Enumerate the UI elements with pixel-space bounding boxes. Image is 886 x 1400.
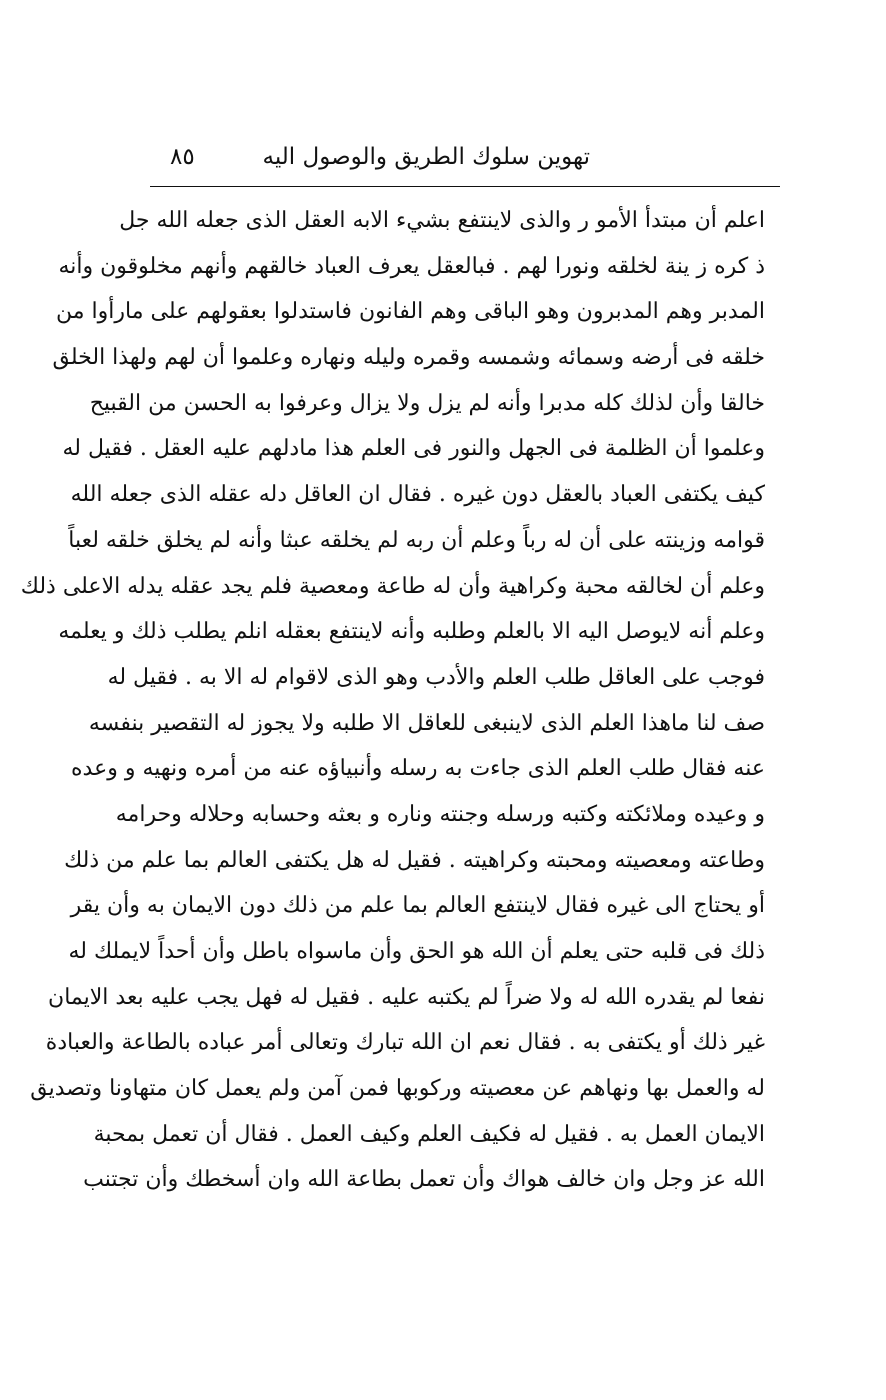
- text-line: له والعمل بها ونهاهم عن معصيته وركوبها فمن آمن ولم يعمل كان متهاونا وتصديق: [30, 1076, 765, 1102]
- text-line: المدبر وهم المدبرون وهو الباقى وهم الفانون فاستدلوا بعقولهم على مارأوا من: [56, 299, 765, 325]
- text-line: عنه فقال طلب العلم الذى جاءت به رسله وأنبياؤه عنه من أمره ونهيه و وعده: [71, 756, 765, 782]
- text-line: قوامه وزينته على أن له رباً وعلم أن ربه لم يخلقه عبثا وأنه لم يخلق خلقه لعباً: [68, 527, 765, 553]
- text-line: وعلم أنه لايوصل اليه الا بالعلم وطلبه وأنه لاينتفع بعقله انلم يطلب ذلك و يعلمه: [58, 619, 765, 645]
- header-rule: [150, 186, 780, 187]
- text-line: ذ كره ز ينة لخلقه ونورا لهم . فبالعقل يعرف العباد خالقهم وأنهم مخلوقون وأنه: [58, 253, 765, 279]
- text-line: ذلك فى قلبه حتى يعلم أن الله هو الحق وأن ماسواه باطل وأن أحداً لايملك له: [68, 939, 765, 964]
- text-line: وعلموا أن الظلمة فى الجهل والنور فى العلم هذا مادلهم عليه العقل . فقيل له: [62, 436, 765, 462]
- text-line: وعلم أن لخالقه محبة وكراهية وأن له طاعة ومعصية فلم يجد عقله يدله الاعلى ذلك: [20, 573, 765, 599]
- text-line: وطاعته ومعصيته ومحبته وكراهيته . فقيل له هل يكتفى العالم بما علم من ذلك: [64, 847, 765, 873]
- text-line: اعلم أن مبتدأ الأمو ر والذى لاينتفع بشيء الابه العقل الذى جعله الله جل: [119, 208, 765, 233]
- text-line: غير ذلك أو يكتفى به . فقال نعم ان الله تبارك وتعالى أمر عباده بالطاعة والعبادة: [45, 1030, 765, 1056]
- text-line: فوجب على العاقل طلب العلم والأدب وهو الذى لاقوام له الا به . فقيل له: [107, 664, 765, 690]
- text-line: الله عز وجل وان خالف هواك وأن تعمل بطاعة الله وان أسخطك وأن تجتنب: [83, 1167, 765, 1193]
- text-line: نفعا لم يقدره الله له ولا ضراً لم يكتبه عليه . فقيل له فهل يجب عليه بعد الايمان: [48, 984, 765, 1010]
- running-header: [150, 138, 780, 182]
- text-line: و وعيده وملائكته وكتبه ورسله وجنته وناره و بعثه وحسابه وحلاله وحرامه: [115, 801, 765, 827]
- text-line: صف لنا ماهذا العلم الذى لاينبغى للعاقل الا طلبه ولا يجوز له التقصير بنفسه: [88, 710, 765, 736]
- text-line: أو يحتاج الى غيره فقال لاينتفع العالم بما علم من ذلك دون الايمان به وأن يقر: [70, 893, 765, 919]
- running-title: تهوين سلوك الطريق والوصول اليه: [262, 144, 590, 170]
- text-line: كيف يكتفى العباد بالعقل دون غيره . فقال ان العاقل دله عقله الذى جعله الله: [70, 482, 765, 508]
- text-line: خالقا وأن لذلك كله مدبرا وأنه لم يزل ولا يزال وعرفوا به الحسن من القبيح: [89, 390, 765, 416]
- page-number: ٨٥: [170, 144, 195, 170]
- text-line: خلقه فى أرضه وسمائه وشمسه وقمره وليله ونهاره وعلموا أن لهم ولهذا الخلق: [52, 345, 765, 371]
- text-line: الايمان العمل به . فقيل له فكيف العلم وكيف العمل . فقال أن تعمل بمحبة: [93, 1121, 765, 1147]
- body-text: [20, 198, 765, 1203]
